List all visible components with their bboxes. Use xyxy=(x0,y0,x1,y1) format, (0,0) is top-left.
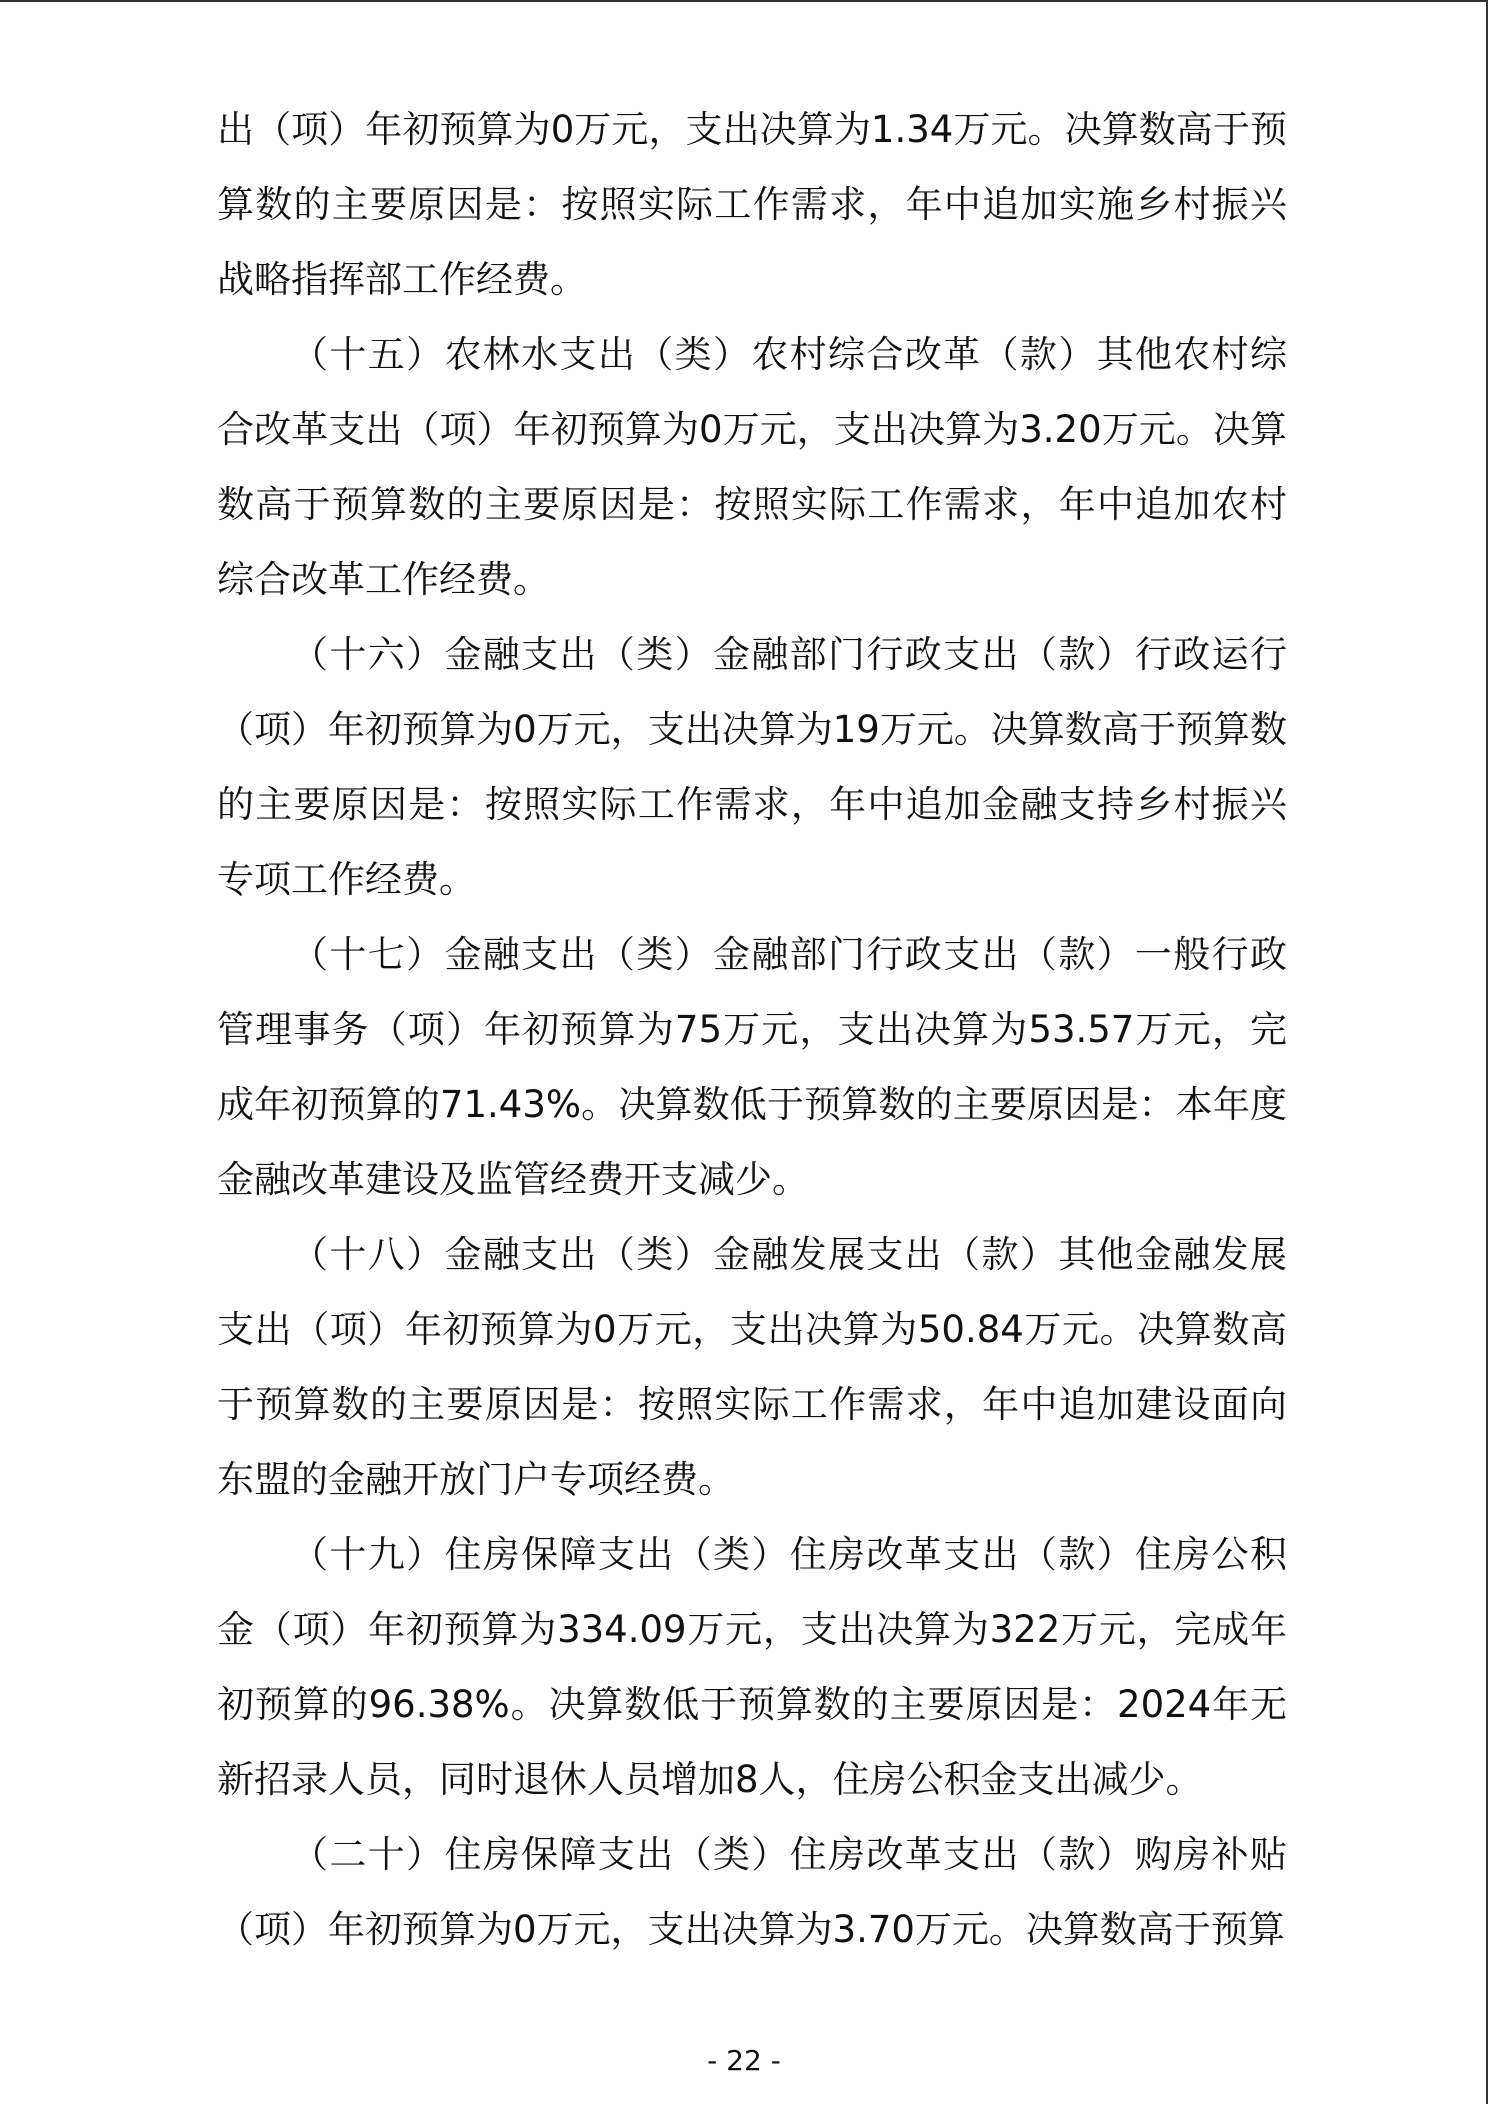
paragraph-item-15: （十五）农林水支出（类）农村综合改革（款）其他农村综合改革支出（项）年初预算为0万元，支出决算为3.20万元。决算数高于预算数的主要原因是：按照实际工作需求，年中追加农村综合改革工作经费。 xyxy=(217,333,1287,601)
paragraph-item-17: （十七）金融支出（类）金融部门行政支出（款）一般行政管理事务（项）年初预算为75万元，支出决算为53.57万元，完成年初预算的71.43%。决算数低于预算数的主要原因是：本年度金融改革建设及监管经费开支减少。 xyxy=(217,933,1287,1201)
page-top-border xyxy=(0,0,1488,2)
paragraph-item-19: （十九）住房保障支出（类）住房改革支出（款）住房公积金（项）年初预算为334.09万元，支出决算为322万元，完成年初预算的96.38%。决算数低于预算数的主要原因是：2024年无新招录人员，同时退休人员增加8人，住房公积金支出减少。 xyxy=(217,1533,1287,1801)
page-number: - 22 - xyxy=(707,2044,781,2077)
paragraph-item-18: （十八）金融支出（类）金融发展支出（款）其他金融发展支出（项）年初预算为0万元，支出决算为50.84万元。决算数高于预算数的主要原因是：按照实际工作需求，年中追加建设面向东盟的金融开放门户专项经费。 xyxy=(217,1233,1287,1501)
paragraph-item-16: （十六）金融支出（类）金融部门行政支出（款）行政运行（项）年初预算为0万元，支出决算为19万元。决算数高于预算数的主要原因是：按照实际工作需求，年中追加金融支持乡村振兴专项工作经费。 xyxy=(217,633,1287,901)
paragraph-item-20: （二十）住房保障支出（类）住房改革支出（款）购房补贴（项）年初预算为0万元，支出决算为3.70万元。决算数高于预算 xyxy=(217,1833,1287,1951)
document-body xyxy=(217,92,1287,1967)
paragraph-continuation: 出（项）年初预算为0万元，支出决算为1.34万元。决算数高于预算数的主要原因是：按照实际工作需求，年中追加实施乡村振兴战略指挥部工作经费。 xyxy=(217,108,1287,301)
